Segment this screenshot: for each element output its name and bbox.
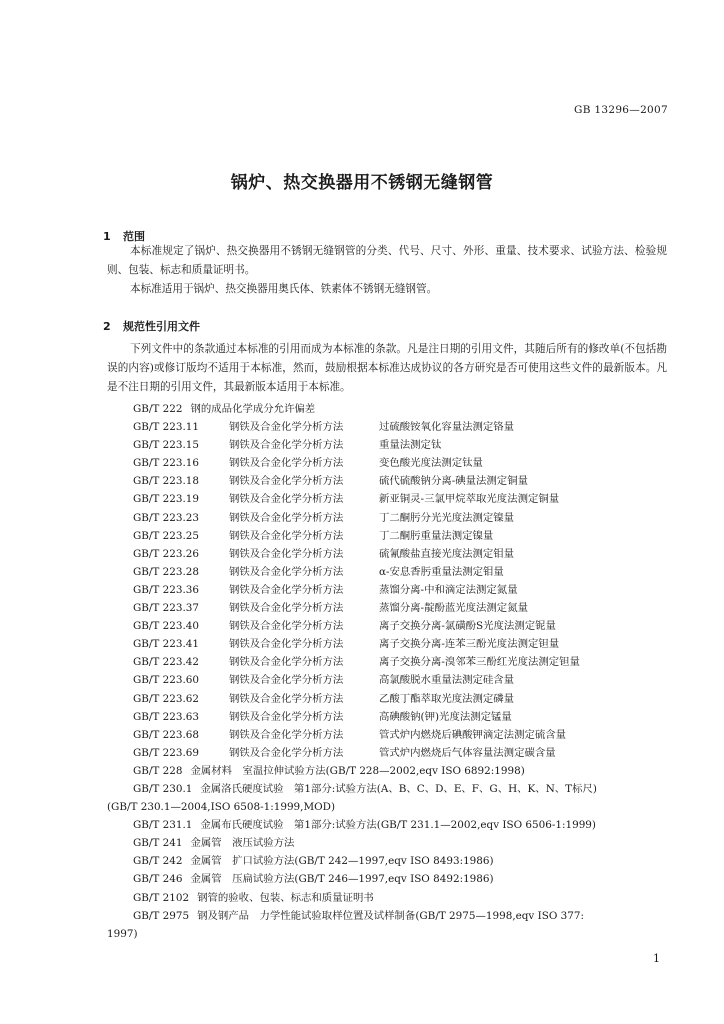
reference-title: 金属管 压扁试验方法(GB/T 246—1997,eqv ISO 8492:1986) (190, 873, 494, 886)
reference-item (107, 617, 667, 635)
reference-item (107, 762, 667, 780)
reference-category: 钢铁及合金化学分析方法 (229, 674, 344, 687)
reference-title: 高碘酸钠(钾)光度法测定锰量 (379, 710, 512, 723)
reference-item (107, 780, 667, 816)
reference-code: GB/T 223.41 (133, 638, 200, 651)
reference-title: 离子交换分离-溴邻苯三酚红光度法测定钽量 (379, 656, 580, 669)
reference-code: GB/T 222 (133, 403, 183, 415)
reference-item (107, 581, 667, 599)
reference-item (107, 545, 667, 563)
reference-title: 乙酸丁酯萃取光度法测定磷量 (379, 692, 515, 705)
reference-code: GB/T 242 (133, 855, 183, 868)
reference-code: GB/T 2975 (133, 909, 190, 922)
reference-category: 钢铁及合金化学分析方法 (229, 421, 344, 434)
reference-item (107, 708, 667, 726)
reference-item (107, 472, 667, 490)
reference-title: 离子交换分离-氯磺酚S光度法测定铌量 (379, 620, 556, 633)
reference-category: 钢铁及合金化学分析方法 (229, 620, 344, 633)
reference-title: 金属管 液压试验方法 (190, 837, 295, 850)
reference-code: GB/T 223.42 (133, 656, 200, 669)
standard-code: GB 13296—2007 (574, 104, 668, 116)
reference-item (107, 527, 667, 545)
reference-title: 蒸馏分离-中和滴定法测定氮量 (379, 583, 518, 596)
reference-code: GB/T 223.69 (133, 746, 200, 759)
reference-item (107, 418, 667, 436)
scope-paragraph-2: 本标准适用于锅炉、热交换器用奥氏体、铁素体不锈钢无缝钢管。 (130, 283, 438, 295)
reference-title: 管式炉内燃烧后气体容量法测定碳含量 (379, 746, 556, 759)
reference-code: GB/T 223.11 (133, 421, 200, 434)
reference-title: 管式炉内燃烧后碘酸钾滴定法测定硫含量 (379, 728, 567, 741)
reference-title: 离子交换分离-连苯三酚光度法测定钽量 (379, 638, 560, 651)
reference-category: 钢铁及合金化学分析方法 (229, 692, 344, 705)
reference-title: 变色酸光度法测定钛量 (379, 457, 483, 470)
reference-item (107, 509, 667, 527)
reference-category: 钢铁及合金化学分析方法 (229, 728, 344, 741)
reference-category: 钢铁及合金化学分析方法 (229, 511, 344, 524)
reference-title: 金属材料 室温拉伸试验方法(GB/T 228—2002,eqv ISO 6892:1998) (190, 764, 525, 777)
reference-title: 蒸馏分离-靛酚蓝光度法测定氮量 (379, 602, 528, 615)
reference-title: 钢及钢产品 力学性能试验取样位置及试样制备(GB/T 2975—1998,eqv ISO 377: (197, 909, 584, 922)
reference-code: GB/T 2102 (133, 891, 190, 904)
reference-code: GB/T 223.60 (133, 674, 200, 687)
page-number: 1 (653, 952, 660, 965)
reference-code: GB/T 223.28 (133, 565, 200, 578)
reference-item (107, 816, 667, 834)
reference-category: 钢铁及合金化学分析方法 (229, 457, 344, 470)
reference-item (107, 490, 667, 508)
reference-item (107, 852, 667, 870)
reference-item (107, 653, 667, 671)
reference-code: GB/T 223.63 (133, 710, 200, 723)
reference-item (107, 454, 667, 472)
reference-title: 金属布氏硬度试验 第1部分:试验方法(GB/T 231.1—2002,eqv ISO 6506-1:1999) (200, 819, 596, 832)
reference-item (107, 744, 667, 762)
reference-title: α-安息香肟重量法测定钼量 (379, 565, 504, 578)
reference-item (107, 834, 667, 852)
reference-code: GB/T 241 (133, 837, 183, 850)
reference-code: GB/T 223.15 (133, 439, 200, 452)
reference-item (107, 907, 667, 943)
reference-item (107, 563, 667, 581)
reference-item (107, 635, 667, 653)
reference-title: 钢管的验收、包装、标志和质量证明书 (197, 891, 374, 904)
reference-category: 钢铁及合金化学分析方法 (229, 547, 344, 560)
reference-code: GB/T 223.26 (133, 547, 200, 560)
reference-continuation: 1997) (107, 927, 138, 940)
reference-item (107, 436, 667, 454)
reference-code: GB/T 230.1 (133, 782, 193, 795)
reference-code: GB/T 223.16 (133, 457, 200, 470)
reference-item (107, 726, 667, 744)
reference-category: 钢铁及合金化学分析方法 (229, 638, 344, 651)
reference-title: 金属管 扩口试验方法(GB/T 242—1997,eqv ISO 8493:1986) (190, 855, 494, 868)
section-2-heading (103, 318, 200, 334)
reference-code: GB/T 223.23 (133, 511, 200, 524)
reference-category: 钢铁及合金化学分析方法 (229, 710, 344, 723)
reference-category: 钢铁及合金化学分析方法 (229, 493, 344, 506)
reference-code: GB/T 223.37 (133, 602, 200, 615)
reference-title: 钢的成品化学成分允许偏差 (190, 403, 316, 415)
reference-code: GB/T 228 (133, 764, 183, 777)
reference-category: 钢铁及合金化学分析方法 (229, 656, 344, 669)
reference-title: 金属洛氏硬度试验 第1部分:试验方法(A、B、C、D、E、F、G、H、K、N、T标尺) (200, 782, 597, 795)
reference-title: 过硫酸铵氧化容量法测定铬量 (379, 421, 515, 434)
reference-code: GB/T 223.25 (133, 529, 200, 542)
reference-title: 新亚铜灵-三氯甲烷萃取光度法测定铜量 (379, 493, 560, 506)
document-title: 锅炉、热交换器用不锈钢无缝钢管 (230, 173, 494, 193)
reference-code: GB/T 223.36 (133, 583, 200, 596)
reference-item (107, 671, 667, 689)
reference-category: 钢铁及合金化学分析方法 (229, 475, 344, 488)
reference-title: 重量法测定钛 (379, 439, 442, 452)
reference-item (107, 599, 667, 617)
reference-category: 钢铁及合金化学分析方法 (229, 583, 344, 596)
reference-category: 钢铁及合金化学分析方法 (229, 565, 344, 578)
reference-code: GB/T 223.18 (133, 475, 200, 488)
reference-title: 硫代硫酸钠分离-碘量法测定铜量 (379, 475, 528, 488)
section-title: 规范性引用文件 (123, 320, 200, 333)
reference-code: GB/T 246 (133, 873, 183, 886)
reference-category: 钢铁及合金化学分析方法 (229, 439, 344, 452)
section-number: 1 (103, 230, 111, 243)
reference-list (107, 400, 667, 943)
reference-title: 丁二酮肟分光光度法测定镍量 (379, 511, 515, 524)
reference-title: 丁二酮肟重量法测定镍量 (379, 529, 494, 542)
reference-category: 钢铁及合金化学分析方法 (229, 529, 344, 542)
reference-item (107, 870, 667, 888)
reference-code: GB/T 223.19 (133, 493, 200, 506)
reference-item (107, 690, 667, 708)
reference-title: 高氯酸脱水重量法测定硅含量 (379, 674, 515, 687)
reference-continuation: (GB/T 230.1—2004,ISO 6508-1:1999,MOD) (107, 801, 336, 814)
reference-item (107, 889, 667, 907)
reference-item (107, 400, 667, 418)
section-number: 2 (103, 320, 111, 333)
scope-paragraph-1: 本标准规定了锅炉、热交换器用不锈钢无缝钢管的分类、代号、尺寸、外形、重量、技术要求、试验方法、检验规则、包装、标志和质量证明书。 (107, 245, 667, 276)
reference-code: GB/T 231.1 (133, 819, 193, 832)
section-title: 范围 (123, 230, 145, 243)
reference-code: GB/T 223.40 (133, 620, 200, 633)
normative-references-intro: 下列文件中的条款通过本标准的引用而成为本标准的条款。凡是注日期的引用文件，其随后所有的修改单(不包括勘误的内容)或修订版均不适用于本标准，然而，鼓励根据本标准达成协议的各方研究是否可使用这些文件的最新版本。凡是不注日期的引用文件，其最新版本适用于本标准。 (107, 343, 667, 393)
reference-title: 硫氰酸盐直接光度法测定钼量 (379, 547, 515, 560)
reference-code: GB/T 223.62 (133, 692, 200, 705)
reference-category: 钢铁及合金化学分析方法 (229, 746, 344, 759)
reference-code: GB/T 223.68 (133, 728, 200, 741)
reference-category: 钢铁及合金化学分析方法 (229, 602, 344, 615)
